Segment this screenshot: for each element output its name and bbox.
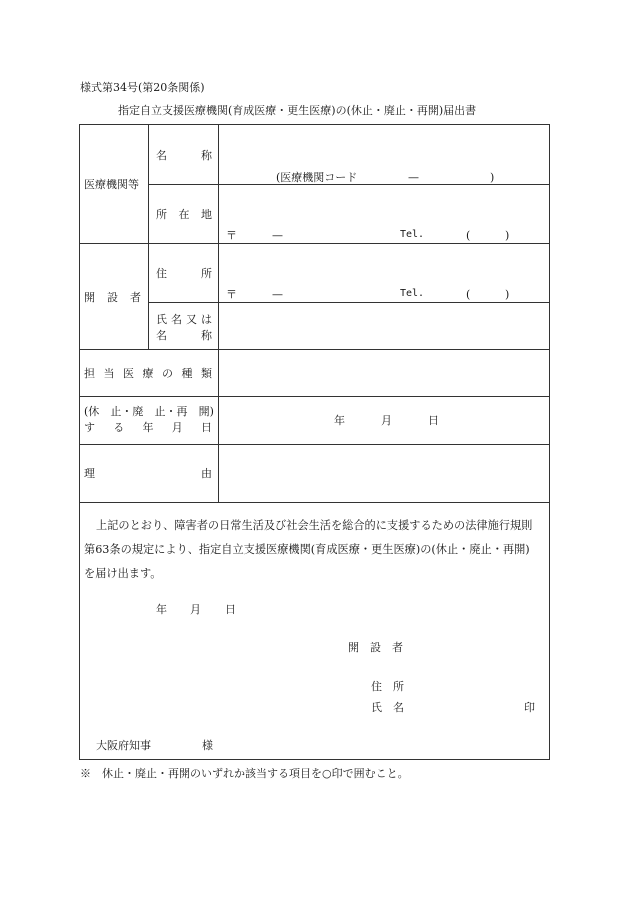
row-line: [79, 444, 550, 445]
founder-tel-paren-open: (: [466, 288, 471, 301]
founder-tel-paren-close: ): [505, 288, 510, 301]
row-line: [79, 349, 550, 350]
tel-label: Tel.: [400, 229, 425, 240]
declaration-day: 日: [225, 603, 236, 616]
tel-paren-open: (: [466, 229, 471, 242]
addressee-honorific: 様: [202, 739, 213, 752]
founder-address-label: 住 所: [156, 267, 212, 280]
founder-name-label-line2: 名 称: [156, 329, 212, 342]
reason-label: 理 由: [84, 467, 212, 480]
institution-section-label: 医療機関等: [84, 178, 139, 191]
application-form-table: [79, 124, 550, 760]
row-line: [79, 396, 550, 397]
founder-section-label: 開 設 者: [84, 291, 141, 304]
declaration-line-3: を届け出ます。: [84, 567, 162, 580]
postal-dash: —: [272, 229, 283, 242]
row-line: [79, 502, 550, 503]
signature-founder-label: 開 設 者: [348, 641, 403, 654]
medical-type-label: 担 当 医 療 の 種 類: [84, 367, 212, 380]
addressee: 大阪府知事: [96, 739, 151, 752]
action-date-label-line1: (休 止・廃 止・再 開): [84, 405, 214, 418]
seal-mark: 印: [524, 701, 535, 714]
row-line: [79, 243, 550, 244]
signature-address-label: 住 所: [371, 680, 404, 693]
footnote: ※ 休止・廃止・再開のいずれか該当する項目を○印で囲むこと。: [80, 767, 409, 780]
institution-code-dash: —: [408, 171, 419, 184]
name-label: 名 称: [156, 149, 212, 162]
institution-code-close: ): [490, 171, 495, 184]
col-line: [148, 124, 149, 349]
action-date-month: 月: [381, 414, 392, 427]
declaration-year: 年: [156, 603, 167, 616]
action-date-label-line2: す る 年 月 日: [84, 421, 212, 434]
location-label: 所 在 地: [156, 208, 212, 221]
founder-name-label-line1: 氏 名 又 は: [156, 313, 212, 326]
action-date-day: 日: [428, 414, 439, 427]
founder-postal-mark: 〒: [226, 288, 237, 301]
founder-postal-dash: —: [272, 288, 283, 301]
declaration-line-1: 上記のとおり、障害者の日常生活及び社会生活を総合的に支援するための法律施行規則: [96, 519, 533, 532]
institution-code-label: (医療機関コード: [276, 171, 358, 184]
document-title: 指定自立支援医療機関(育成医療・更生医療)の(休止・廃止・再開)届出書: [118, 104, 477, 117]
row-line: [148, 302, 550, 303]
postal-mark: 〒: [226, 229, 237, 242]
founder-tel-label: Tel.: [400, 288, 425, 299]
form-number: 様式第34号(第20条関係): [80, 81, 205, 94]
row-line: [148, 184, 550, 185]
col-line: [218, 124, 219, 502]
declaration-month: 月: [190, 603, 201, 616]
declaration-line-2: 第63条の規定により、指定自立支援医療機関(育成医療・更生医療)の(休止・廃止・再開): [84, 543, 530, 556]
signature-name-label: 氏 名: [371, 701, 404, 714]
tel-paren-close: ): [505, 229, 510, 242]
action-date-year: 年: [334, 414, 345, 427]
